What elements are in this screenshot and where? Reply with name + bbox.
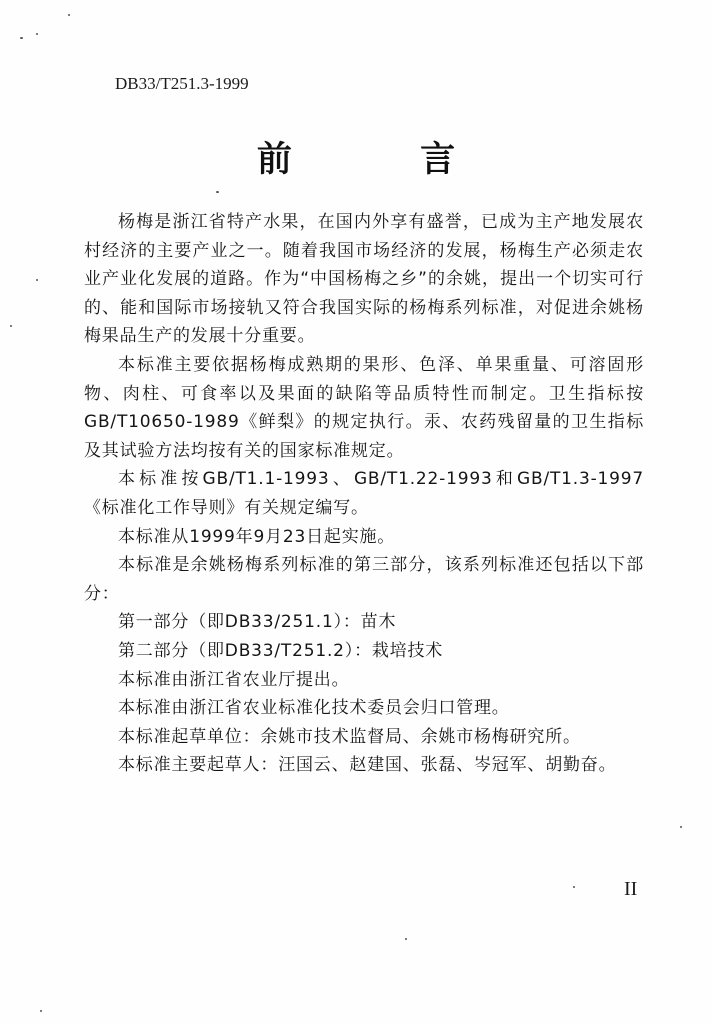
paragraph-proposer: 本标准由浙江省农业厅提出。 bbox=[118, 669, 350, 690]
scan-speck bbox=[405, 938, 407, 940]
scan-speck bbox=[40, 1010, 42, 1012]
page-number: II bbox=[624, 878, 638, 900]
paragraph-series: 本标准是余姚杨梅系列标准的第三部分，该系列标准还包括以下部分： bbox=[84, 555, 644, 604]
document-code: DB33/T251.3-1999 bbox=[115, 74, 249, 93]
paragraph-part-two: 第二部分（即DB33/T251.2）：栽培技术 bbox=[118, 640, 444, 661]
paragraph-drafters: 本标准主要起草人：汪国云、赵建国、张磊、岑冠军、胡勤奋。 bbox=[118, 755, 617, 776]
scan-speck bbox=[36, 33, 38, 35]
paragraph-part-one: 第一部分（即DB33/251.1）：苗木 bbox=[118, 612, 397, 633]
paragraph-administrator: 本标准由浙江省农业标准化技术委员会归口管理。 bbox=[118, 698, 510, 719]
paragraph-intro: 杨梅是浙江省特产水果，在国内外享有盛誉，已成为主产地发展农村经济的主要产业之一。随着我国市场经济的发展，杨梅生产必须走农业产业化发展的道路。作为“中国杨梅之乡”的余姚，提出一个切实可行的、能和国际市场接轨又符合我国实际的杨梅系列标准，对促进余姚杨梅果品生产的发展十分重要。 bbox=[84, 212, 644, 347]
scan-speck bbox=[680, 826, 682, 828]
scan-speck bbox=[36, 279, 38, 281]
paragraph-basis: 本标准主要依据杨梅成熟期的果形、色泽、单果重量、可溶固形物、肉柱、可食率以及果面的缺陷等品质特性而制定。卫生指标按GB/T10650-1989《鲜梨》的规定执行。汞、农药残留量的卫生指标及其试验方法均按有关的国家标准规定。 bbox=[84, 354, 644, 461]
page-title: 前 言 bbox=[256, 140, 514, 180]
paragraph-drafting-units: 本标准起草单位：余姚市技术监督局、余姚市杨梅研究所。 bbox=[118, 726, 581, 747]
scan-speck bbox=[68, 14, 70, 16]
scan-speck bbox=[20, 37, 23, 39]
scan-speck bbox=[573, 886, 575, 888]
preface-body bbox=[84, 208, 644, 780]
scan-speck bbox=[10, 325, 12, 327]
paragraph-effective-date: 本标准从1999年9月23日起实施。 bbox=[118, 526, 396, 547]
scan-speck bbox=[216, 191, 219, 193]
paragraph-drafting-rules: 本标准按GB/T1.1-1993、GB/T1.22-1993和GB/T1.3-1997《标准化工作导则》有关规定编写。 bbox=[84, 469, 644, 518]
